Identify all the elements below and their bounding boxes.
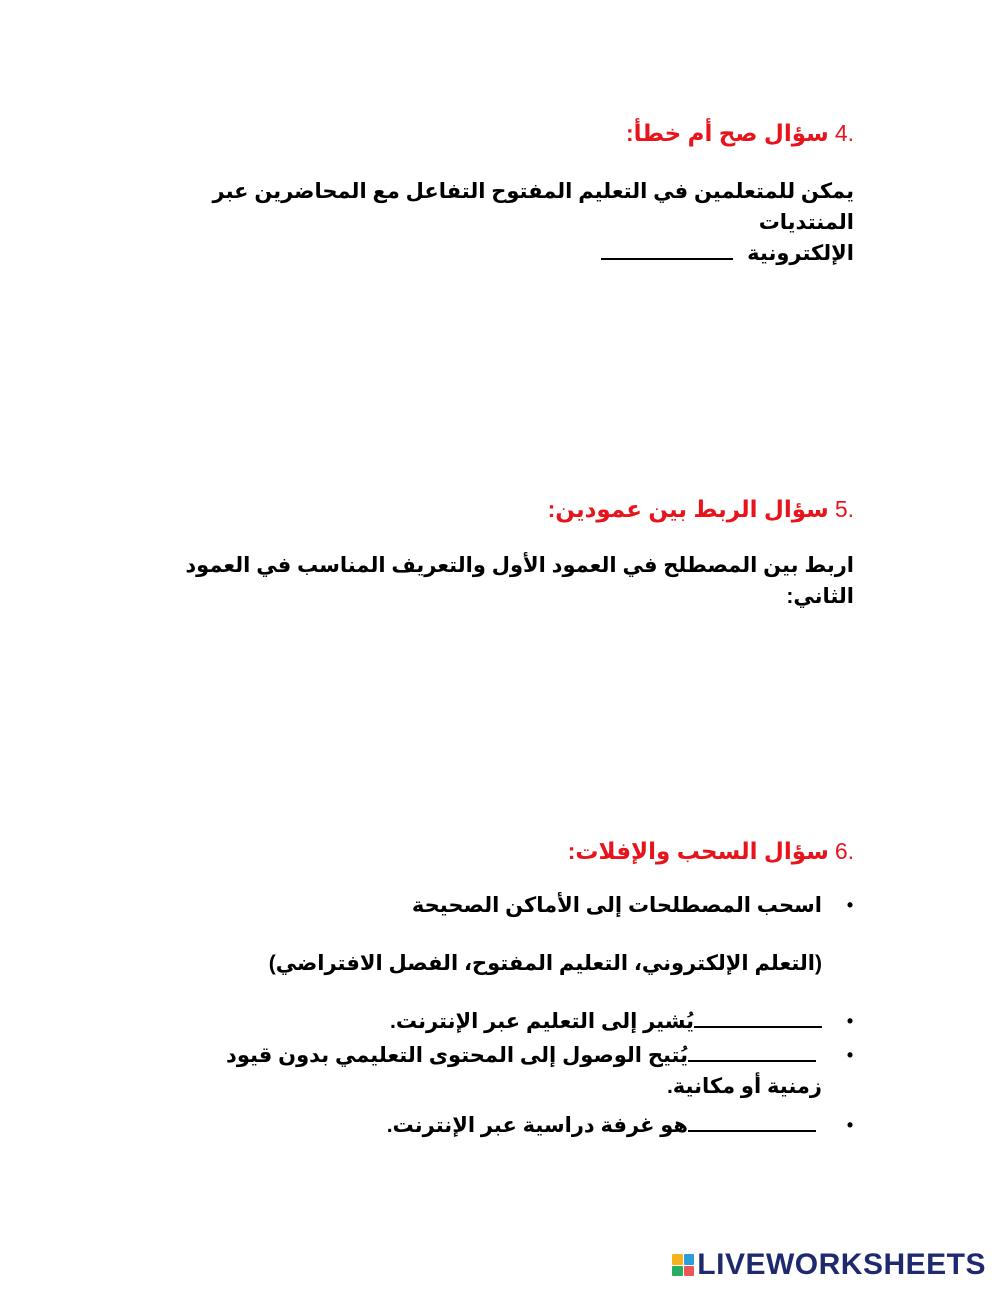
q4-line2-text: الإلكترونية [747, 242, 854, 265]
q4-line1: يمكن للمتعلمين في التعليم المفتوح التفاعل مع المحاضرين عبر المنتديات [212, 180, 854, 234]
logo-tile-3 [672, 1266, 683, 1277]
logo-tile-4 [684, 1266, 695, 1277]
q6-item-3-blank[interactable] [688, 1129, 816, 1132]
bullet-icon: • [846, 1045, 854, 1065]
q6-item-3-content [387, 1114, 822, 1137]
q6-item-1 [154, 1006, 854, 1037]
q6-item-3-text: هو غرفة دراسية عبر الإنترنت. [386, 1114, 688, 1137]
bullet-icon: • [846, 1115, 854, 1135]
q6-item-3 [154, 1110, 854, 1141]
q6-item-2 [174, 1040, 854, 1102]
q4-number: 4. [834, 120, 854, 146]
q4-statement [154, 176, 854, 269]
q5-statement: اربط بين المصطلح في العمود الأول والتعريف المناسب في العمود الثاني: [185, 554, 854, 608]
liveworksheets-logo-text: LIVEWORKSHEETS [697, 1248, 986, 1281]
q4-heading [626, 120, 854, 147]
bullet-icon: • [846, 895, 854, 915]
q6-title: سؤال السحب والإفلات: [567, 838, 829, 864]
q4-title: سؤال صح أم خطأ: [625, 120, 829, 146]
q4-answer-blank[interactable] [601, 257, 733, 260]
q6-terms-row [154, 948, 854, 979]
q6-item-2-content [174, 1040, 822, 1102]
q6-number: 6. [834, 838, 854, 864]
q5-number: 5. [834, 496, 854, 522]
q6-item-1-blank[interactable] [694, 1025, 822, 1028]
q6-instruction-row [154, 890, 854, 921]
bullet-icon: • [846, 1011, 854, 1031]
q4-line2 [154, 238, 854, 269]
q6-item-1-text: يُشير إلى التعليم عبر الإنترنت. [390, 1010, 694, 1033]
logo-tile-2 [684, 1254, 695, 1265]
q6-terms: (التعلم الإلكتروني، التعليم المفتوح، الفصل الافتراضي) [268, 952, 822, 975]
q6-instruction: اسحب المصطلحات إلى الأماكن الصحيحة [411, 894, 822, 917]
q6-heading [568, 838, 854, 865]
liveworksheets-logo [672, 1250, 986, 1280]
q5-heading [548, 496, 854, 523]
q6-item-1-content [390, 1010, 822, 1033]
q5-title: سؤال الربط بين عمودين: [547, 496, 829, 522]
q6-item-2-blank[interactable] [688, 1059, 816, 1062]
logo-tile-1 [672, 1254, 683, 1265]
q6-item-2-text: يُتيح الوصول إلى المحتوى التعليمي بدون قيود زمنية أو مكانية. [226, 1044, 822, 1098]
liveworksheets-logo-icon [672, 1254, 694, 1276]
